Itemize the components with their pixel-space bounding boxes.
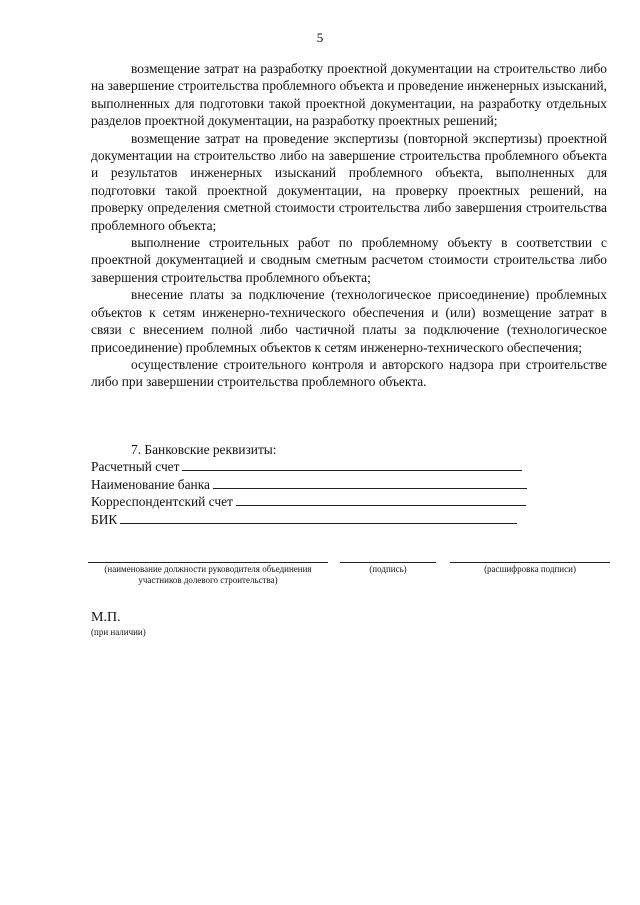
corr-account-row <box>91 493 611 510</box>
account-field[interactable] <box>182 458 522 471</box>
decoding-caption: (расшифровка подписи) <box>484 564 576 574</box>
signature-caption: (подпись) <box>369 564 407 574</box>
position-signature-line[interactable] <box>88 562 328 563</box>
decoding-signature-line[interactable] <box>450 562 610 563</box>
bik-label: БИК <box>91 511 118 527</box>
paragraph-construction-works: выполнение строительных работ по проблемному объекту в соответствии с проектной документацией и сводным сметным расчетом стоимости строительства либо завершения строительства проблемного объекта; <box>91 235 607 285</box>
paragraph-expertise-costs: возмещение затрат на проведение экспертизы (повторной экспертизы) проектной документации на строительство либо на завершение строительства проблемного объекта и результатов инженерных изысканий проблемного объекта, выполненных для подготовки такой проектной документации, на проверку проектных решений, на проверку определения сметной стоимости строительства либо завершения строительства проблемного объекта; <box>91 130 607 233</box>
corr-account-label: Корреспондентский счет <box>91 494 233 510</box>
bik-field[interactable] <box>120 511 517 524</box>
page-number: 5 <box>316 30 324 45</box>
bank-name-label: Наименование банка <box>91 476 210 492</box>
stamp-note: (при наличии) <box>91 627 146 637</box>
account-row <box>91 458 611 475</box>
position-caption: (наименование должности руководителя объединения участников долевого строительства) <box>104 564 312 585</box>
paragraph-supervision: осуществление строительного контроля и авторского надзора при строительстве либо при завершении строительства проблемного объекта. <box>91 356 607 390</box>
signature-line[interactable] <box>340 562 436 563</box>
account-label: Расчетный счет <box>91 459 180 475</box>
corr-account-field[interactable] <box>236 493 526 506</box>
signature-block <box>0 562 640 602</box>
bank-details-heading: 7. Банковские реквизиты: <box>131 442 277 457</box>
stamp-label: М.П. <box>91 610 121 625</box>
bank-details-section <box>91 441 611 528</box>
paragraph-connection-fee: внесение платы за подключение (технологическое присоединение) проблемных объектов к сетям инженерно-технического обеспечения и (или) возмещение затрат в связи с внесением полной либо частичной платы за подключение (технологическое присоединение) проблемных объектов к сетям инженерно-технического обеспечения; <box>91 287 607 355</box>
bik-row <box>91 511 611 528</box>
bank-name-row <box>91 476 611 493</box>
bank-name-field[interactable] <box>213 476 527 489</box>
paragraph-design-costs: возмещение затрат на разработку проектной документации на строительство либо на завершение строительства проблемного объекта и проведение инженерных изысканий, выполненных для подготовки такой проектной документации, на разработку отдельных разделов проектной документации, на разработку проектных решений; <box>91 61 607 129</box>
document-body <box>91 60 607 391</box>
